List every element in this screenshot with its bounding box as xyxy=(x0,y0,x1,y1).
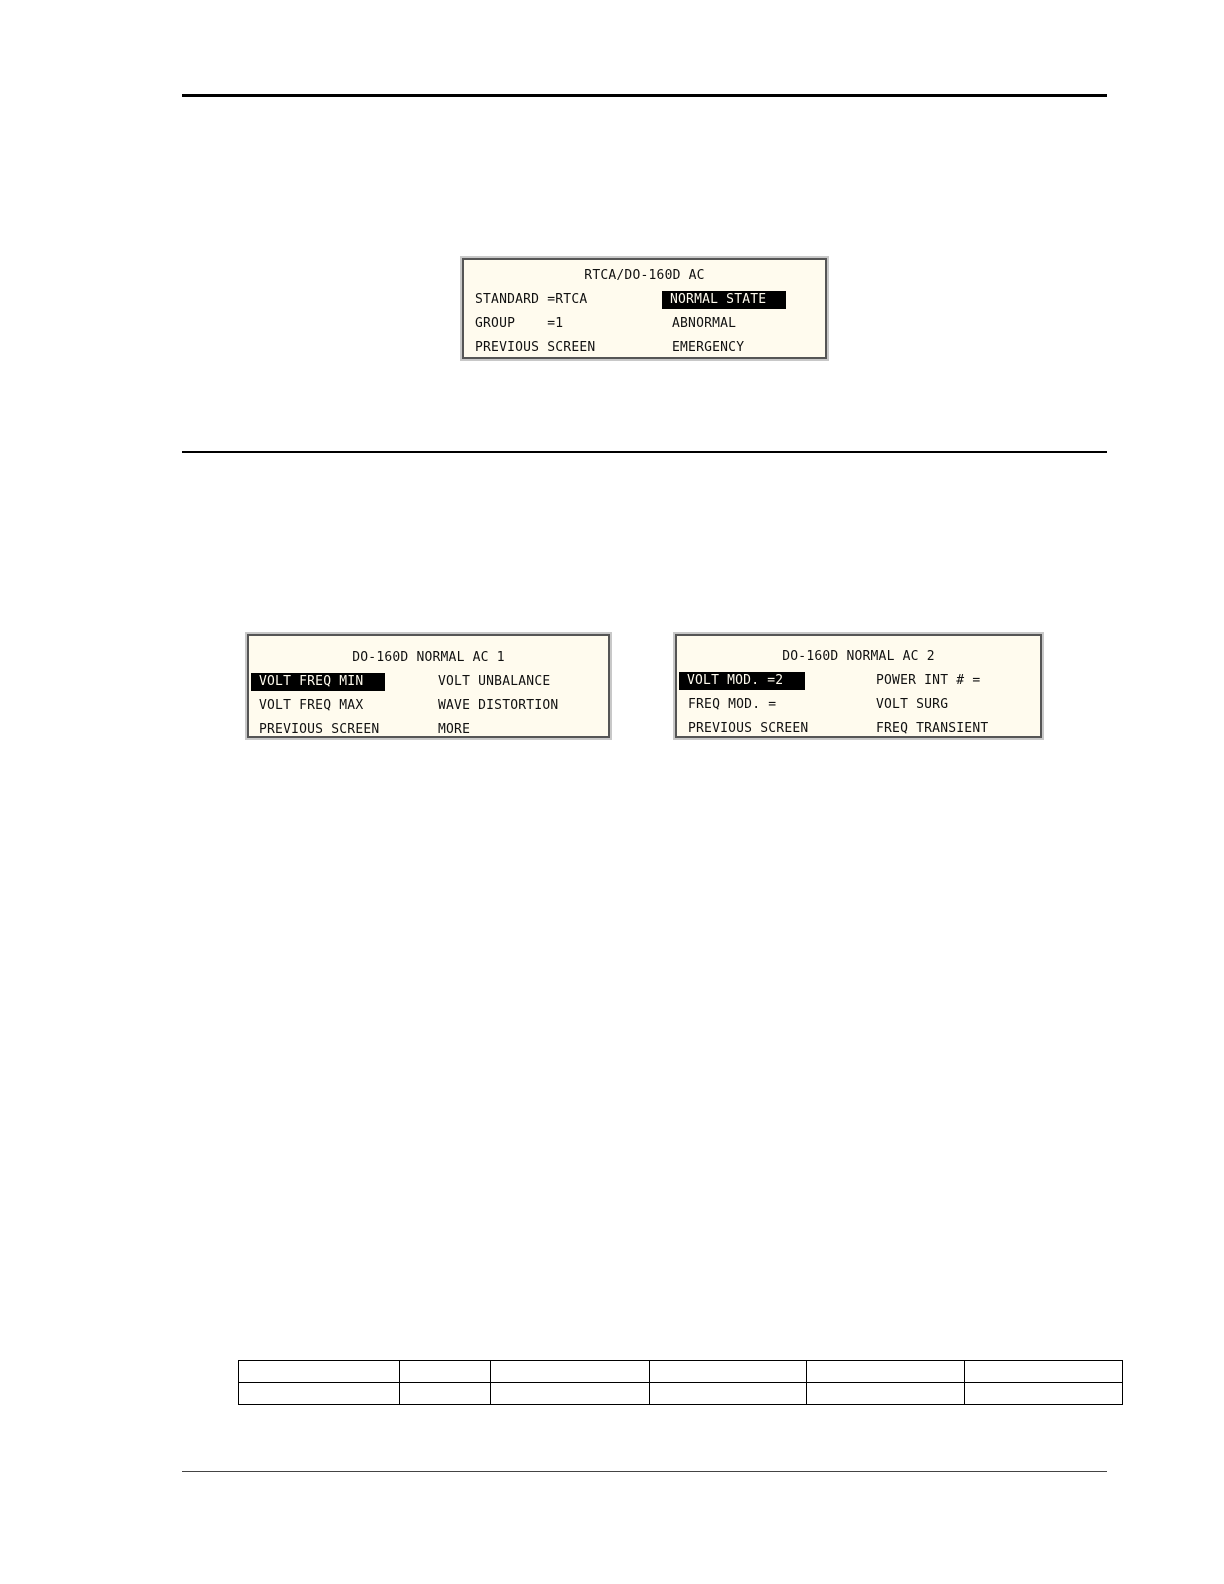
previous-screen-item[interactable]: PREVIOUS SCREEN xyxy=(475,340,596,355)
rtca-ac-screen xyxy=(462,258,827,359)
volt-unbalance-item[interactable]: VOLT UNBALANCE xyxy=(438,674,551,689)
group-setting[interactable]: GROUP =1 xyxy=(475,316,564,331)
top-rule xyxy=(182,94,1107,97)
table-cell xyxy=(239,1383,400,1405)
volt-freq-max-item[interactable]: VOLT FREQ MAX xyxy=(259,698,364,713)
screen-title: DO-160D NORMAL AC 2 xyxy=(782,649,935,664)
power-int-item[interactable]: POWER INT # = xyxy=(876,673,981,688)
more-item[interactable]: MORE xyxy=(438,722,471,737)
previous-screen-item[interactable]: PREVIOUS SCREEN xyxy=(259,722,380,737)
volt-freq-min-item[interactable]: VOLT FREQ MIN xyxy=(251,673,385,691)
table-cell xyxy=(965,1383,1123,1405)
table-cell xyxy=(239,1361,400,1383)
table-cell xyxy=(807,1383,965,1405)
freq-mod-item[interactable]: FREQ MOD. = xyxy=(688,697,777,712)
table-row xyxy=(239,1361,1123,1383)
empty-table xyxy=(238,1360,1123,1405)
screen-title: RTCA/DO-160D AC xyxy=(584,268,705,283)
table-cell xyxy=(491,1383,650,1405)
volt-mod-item[interactable]: VOLT MOD. =2 xyxy=(679,672,805,690)
table-cell xyxy=(650,1383,807,1405)
table-cell xyxy=(650,1361,807,1383)
normal-ac-1-screen xyxy=(247,634,610,738)
table-cell xyxy=(807,1361,965,1383)
emergency-item[interactable]: EMERGENCY xyxy=(672,340,745,355)
section-rule xyxy=(182,451,1107,453)
table-cell xyxy=(965,1361,1123,1383)
abnormal-item[interactable]: ABNORMAL xyxy=(672,316,737,331)
previous-screen-item[interactable]: PREVIOUS SCREEN xyxy=(688,721,809,736)
table-cell xyxy=(491,1361,650,1383)
table-row xyxy=(239,1383,1123,1405)
table-cell xyxy=(400,1361,491,1383)
screen-title: DO-160D NORMAL AC 1 xyxy=(352,650,505,665)
normal-ac-2-screen xyxy=(675,634,1042,738)
volt-surg-item[interactable]: VOLT SURG xyxy=(876,697,949,712)
wave-distortion-item[interactable]: WAVE DISTORTION xyxy=(438,698,559,713)
footer-rule xyxy=(182,1471,1107,1472)
freq-transient-item[interactable]: FREQ TRANSIENT xyxy=(876,721,989,736)
table-cell xyxy=(400,1383,491,1405)
standard-setting[interactable]: STANDARD =RTCA xyxy=(475,292,588,307)
normal-state-item[interactable]: NORMAL STATE xyxy=(662,291,786,309)
